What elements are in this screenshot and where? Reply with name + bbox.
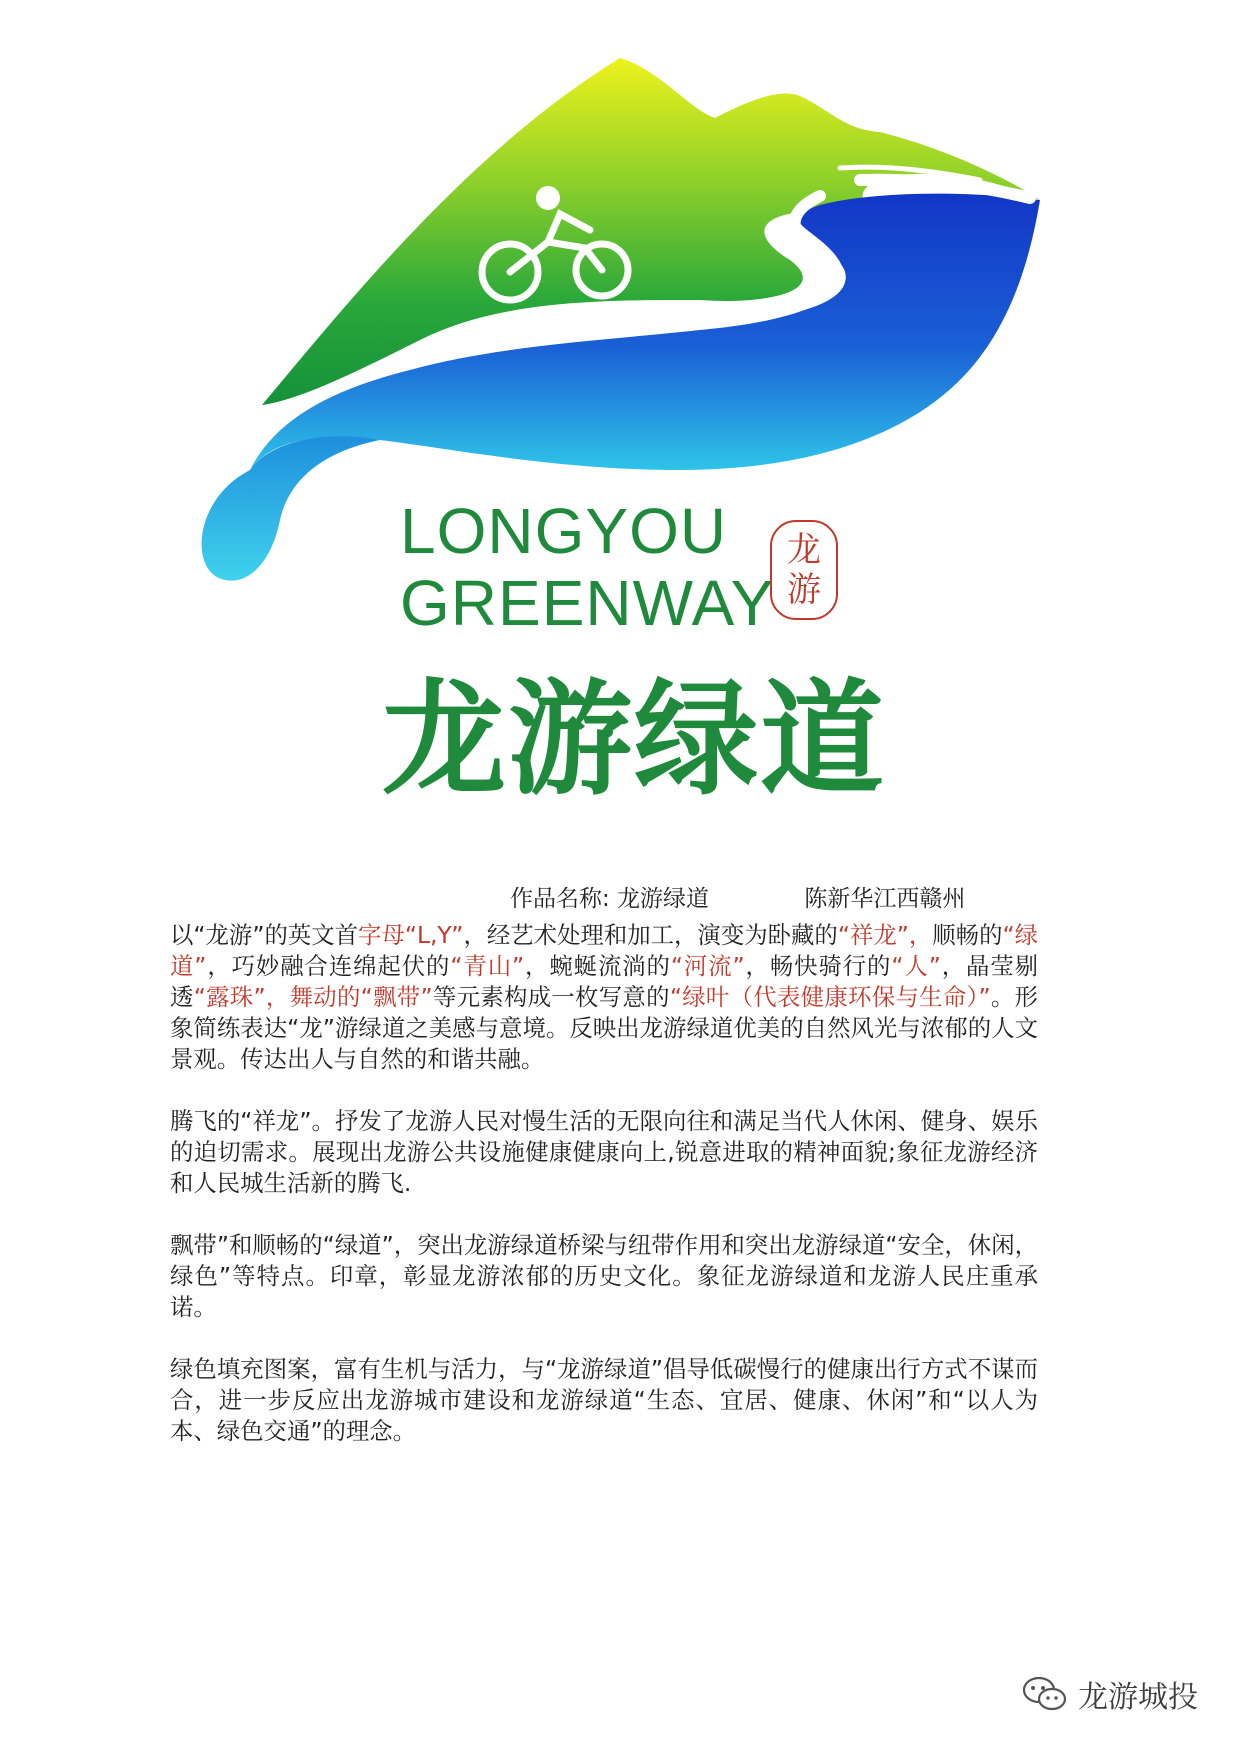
seal-char-2: 游 — [787, 570, 821, 610]
text-run: ，晶莹剔透 — [170, 952, 1039, 1011]
text-run: 顺畅的 — [932, 921, 1003, 949]
english-name-line2: GREENWAY — [400, 567, 775, 639]
text-run: ，经艺术处理和加工，演变为卧藏的 — [463, 921, 838, 949]
text-run: ，畅快骑行的 — [744, 952, 892, 980]
description-paragraph-2: 腾飞的“祥龙”。抒发了龙游人民对慢生活的无限向往和满足当代人休闲、健身、娱乐的迫切需求。展现出龙游公共设施健康健康向上,锐意进取的精神面貌;象征龙游经济和人民城生活新的腾飞. — [170, 1107, 1038, 1197]
chinese-name: 龙游绿道 — [382, 668, 887, 812]
wechat-icon — [1022, 1675, 1068, 1713]
description — [170, 920, 1038, 1478]
work-meta — [510, 880, 965, 913]
footer-brand-name: 龙游城投 — [1078, 1680, 1198, 1715]
text-run: ，巧妙融合连绵起伏的 — [206, 952, 451, 980]
highlight-run: “祥龙”， — [837, 921, 933, 949]
seal-stamp — [770, 520, 838, 620]
description-paragraph-1 — [170, 920, 1038, 1075]
highlight-run: “露珠”，舞动的“飘带” — [193, 983, 433, 1011]
water-drop — [202, 436, 380, 580]
text-run: 以“龙游”的英文首 — [170, 921, 359, 949]
footer-brand[interactable] — [1022, 1672, 1198, 1716]
seal-char-1: 龙 — [787, 530, 821, 570]
highlight-run: “绿叶（代表健康环保与生命）” — [669, 983, 991, 1011]
highlight-run: “绿道” — [170, 921, 1039, 980]
highlight-run: “青山” — [450, 952, 525, 980]
highlight-run: “人” — [891, 952, 941, 980]
text-run: ，蜿蜒流淌的 — [524, 952, 671, 980]
highlight-run: 字母“L,Y” — [358, 921, 464, 949]
highlight-run: “河流” — [670, 952, 745, 980]
description-paragraph-4: 绿色填充图案，富有生机与活力，与“龙游绿道”倡导低碳慢行的健康出行方式不谋而合，进一步反应出龙游城市建设和龙游绿道“生态、宜居、健康、休闲”和“以人为本、绿色交通”的理念。 — [170, 1355, 1038, 1445]
cyclist-head — [536, 186, 560, 210]
work-title: 作品名称: 龙游绿道 — [510, 886, 710, 912]
text-run: 等元素构成一枚写意的 — [432, 983, 670, 1011]
description-paragraph-3: 飘带”和顺畅的“绿道”，突出龙游绿道桥梁与纽带作用和突出龙游绿道“安全，休闲，绿色”等特点。印章，彰显龙游浓郁的历史文化。象征龙游绿道和龙游人民庄重承诺。 — [170, 1231, 1038, 1321]
text-run: 。形象简练表达“龙”游绿道之美感与意境。反映出龙游绿道优美的自然风光与浓郁的人文景观。传达出人与自然的和谐共融。 — [170, 983, 1039, 1073]
english-name-line1: LONGYOU — [400, 495, 728, 567]
author-name: 陈新华江西赣州 — [804, 886, 966, 912]
